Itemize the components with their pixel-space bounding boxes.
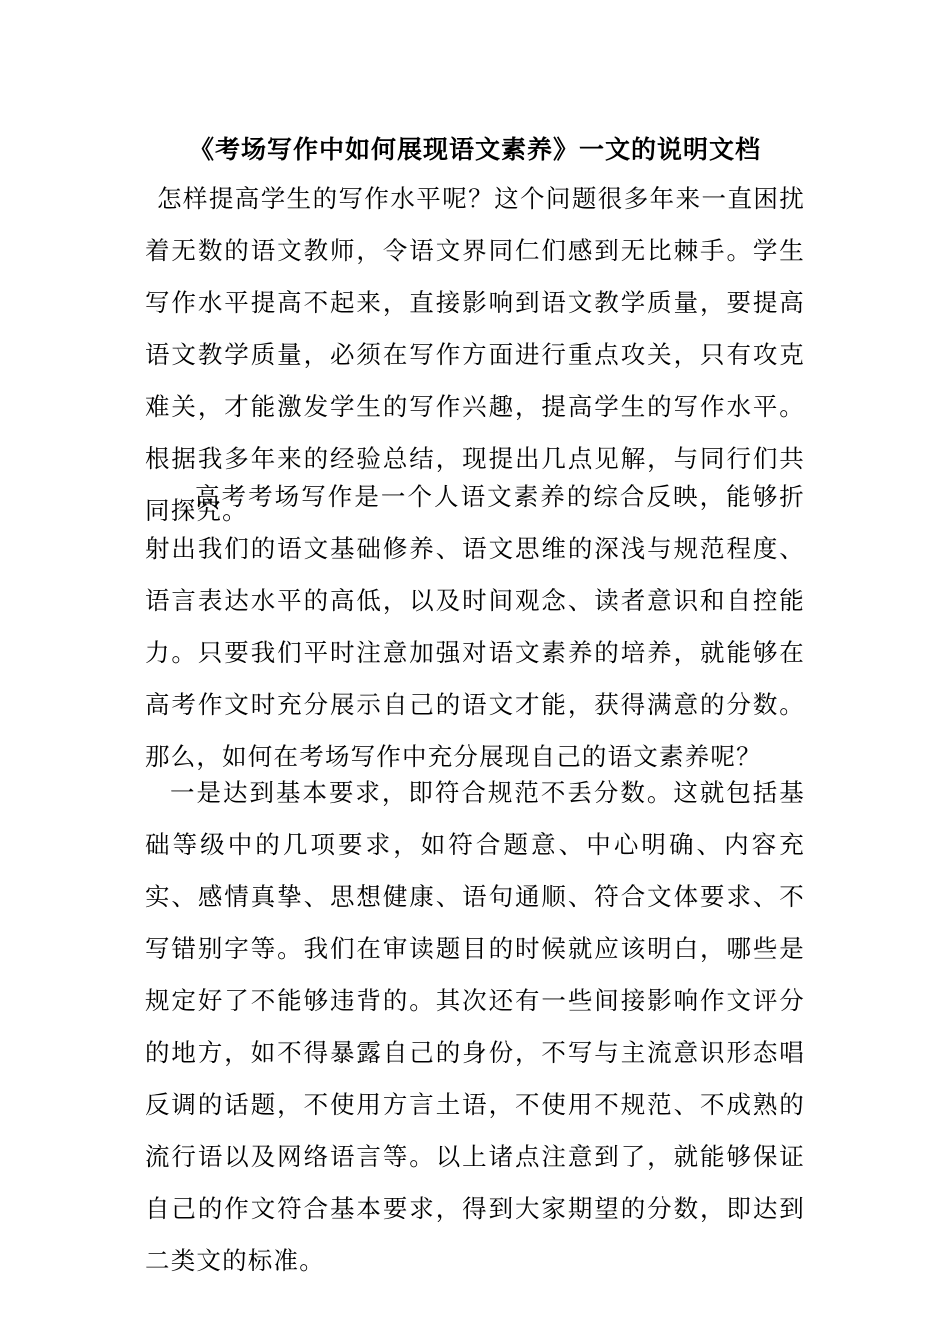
paragraph-overview: 高考考场写作是一个人语文素养的综合反映，能够折射出我们的语文基础修养、语文思维的深浅与规范程度、语言表达水平的高低，以及时间观念、读者意识和自控能力。只要我们平时注意加强对语文素养的培养，就能够在高考作文时充分展示自己的语文才能，获得满意的分数。那么，如何在考场写作中充分展现自己的语文素养呢？ [145,482,805,771]
paragraph-intro: 怎样提高学生的写作水平呢？这个问题很多年来一直困扰着无数的语文教师，令语文界同仁们感到无比棘手。学生写作水平提高不起来，直接影响到语文教学质量，要提高语文教学质量，必须在写作方面进行重点攻关，只有攻克难关，才能激发学生的写作兴趣，提高学生的写作水平。根据我多年来的经验总结，现提出几点见解，与同行们共同探究。 [145,184,805,525]
document-title: 《考场写作中如何展现语文素养》一文的说明文档 [188,135,761,164]
paragraph-basic-requirements: 一是达到基本要求，即符合规范不丢分数。这就包括基础等级中的几项要求，如符合题意、中心明确、内容充实、感情真挚、思想健康、语句通顺、符合文体要求、不写错别字等。我们在审读题目的时候就应该明白，哪些是规定好了不能够违背的。其次还有一些间接影响作文评分的地方，如不得暴露自己的身份，不写与主流意识形态唱反调的话题，不使用方言土语，不使用不规范、不成熟的流行语以及网络语言等。以上诸点注意到了，就能够保证自己的作文符合基本要求，得到大家期望的分数，即达到二类文的标准。 [145,778,805,1275]
